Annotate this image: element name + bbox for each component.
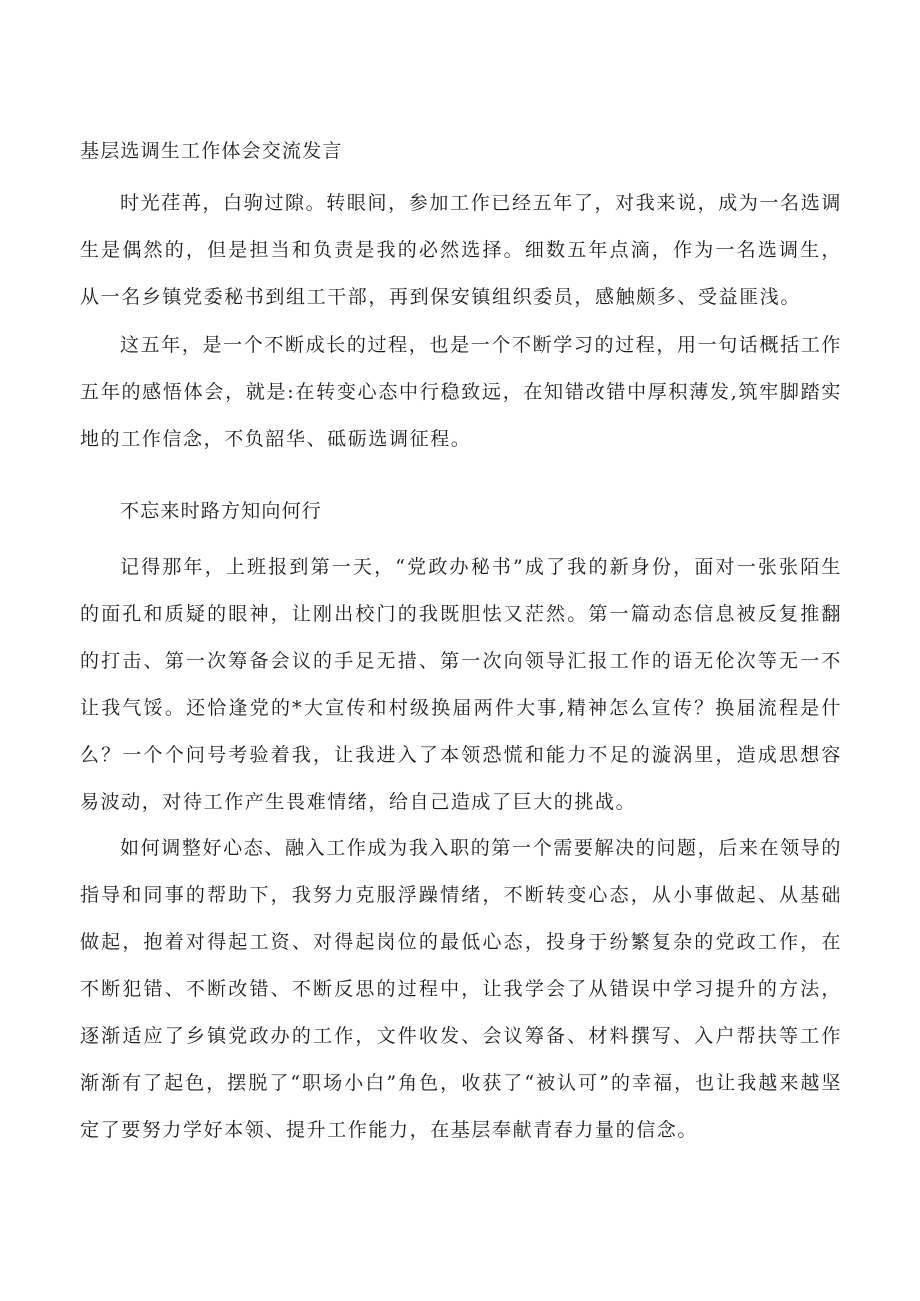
paragraph-summary: 这五年，是一个不断成长的过程，也是一个不断学习的过程，用一句话概括工作五年的感悟体会，就是:在转变心态中行稳致远，在知错改错中厚积薄发,筑牢脚踏实地的工作信念，不负韶华、砥砺选调征程。 xyxy=(80,334,842,450)
document-title: 基层选调生工作体会交流发言 xyxy=(80,140,343,162)
paragraph-first-day: 记得那年，上班报到第一天，“党政办秘书”成了我的新身份，面对一张张陌生的面孔和质疑的眼神，让刚出校门的我既胆怯又茫然。第一篇动态信息被反复推翻的打击、第一次筹备会议的手足无措、第一次向领导汇报工作的语无伦次等无一不让我气馁。还恰逢党的*大宣传和村级换届两件大事,精神怎么宣传？换届流程是什么？一个个问号考验着我，让我进入了本领恐慌和能力不足的漩涡里，造成思想容易波动，对待工作产生畏难情绪，给自己造成了巨大的挑战。 xyxy=(80,556,842,813)
paragraph-intro: 时光荏苒，白驹过隙。转眼间，参加工作已经五年了，对我来说，成为一名选调生是偶然的，但是担当和负责是我的必然选择。细数五年点滴，作为一名选调生，从一名乡镇党委秘书到组工干部，再到保安镇组织委员，感触颇多、受益匪浅。 xyxy=(80,192,842,308)
section-heading: 不忘来时路方知向何行 xyxy=(120,500,323,522)
paragraph-adjustment: 如何调整好心态、融入工作成为我入职的第一个需要解决的问题，后来在领导的指导和同事的帮助下，我努力克服浮躁情绪，不断转变心态，从小事做起、从基础做起，抱着对得起工资、对得起岗位的最低心态，投身于纷繁复杂的党政工作，在不断犯错、不断改错、不断反思的过程中，让我学会了从错误中学习提升的方法，逐渐适应了乡镇党政办的工作，文件收发、会议筹备、材料撰写、入户帮扶等工作渐渐有了起色，摆脱了“职场小白”角色，收获了“被认可”的幸福，也让我越来越坚定了要努力学好本领、提升工作能力，在基层奉献青春力量的信念。 xyxy=(80,837,842,1141)
